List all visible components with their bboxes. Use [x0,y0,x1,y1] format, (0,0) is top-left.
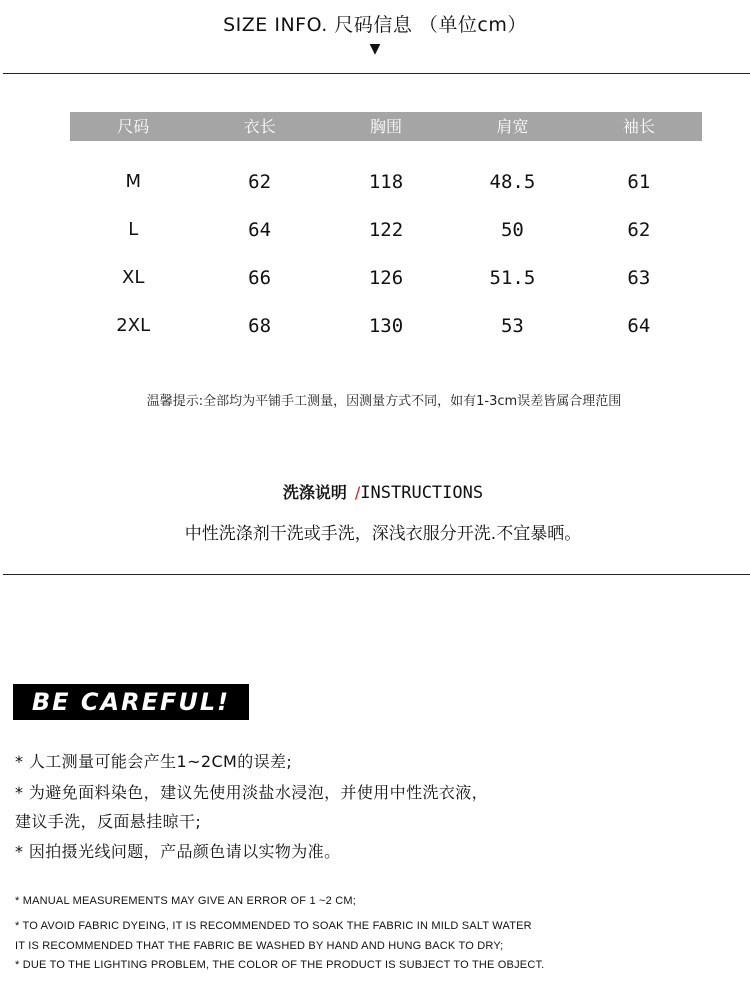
cell-shoulder: 51.5 [489,267,536,289]
header-length: 衣长 [243,117,276,136]
page-title: SIZE INFO. 尺码信息 （单位cm） [223,14,527,36]
cell-length: 64 [248,219,272,241]
cell-length: 62 [248,171,272,193]
header-size: 尺码 [117,117,150,136]
cell-sleeve: 62 [627,219,651,241]
note-en-1: * MANUAL MEASUREMENTS MAY GIVE AN ERROR OF 1 ~2 CM; [15,895,356,907]
cell-length: 68 [248,315,272,337]
cell-chest: 126 [368,267,404,289]
divider-top [3,73,750,74]
cell-chest: 122 [368,219,404,241]
header-shoulder: 肩宽 [496,117,529,136]
note-cn-2-cont: 建议手洗，反面悬挂晾干; [15,812,202,831]
down-arrow-icon: ▼ [369,41,381,57]
cell-shoulder: 48.5 [489,171,536,193]
cell-size: 2XL [116,315,151,336]
table-row [70,167,702,197]
cell-chest: 130 [368,315,404,337]
cell-sleeve: 61 [627,171,651,193]
note-cn-1: * 人工测量可能会产生1~2CM的误差; [15,752,293,771]
cell-sleeve: 63 [627,267,651,289]
table-row [70,311,702,341]
note-en-2-cont: IT IS RECOMMENDED THAT THE FABRIC BE WASHED BY HAND AND HUNG BACK TO DRY; [15,940,504,952]
note-cn-2: * 为避免面料染色，建议先使用淡盐水浸泡，并使用中性洗衣液， [15,783,489,802]
cell-sleeve: 64 [627,315,651,337]
table-row [70,263,702,293]
cell-chest: 118 [368,171,404,193]
cell-length: 66 [248,267,272,289]
size-table-header [70,112,702,141]
cell-size: XL [122,267,145,288]
cell-size: L [128,219,139,240]
note-en-2: * TO AVOID FABRIC DYEING, IT IS RECOMMENDED TO SOAK THE FABRIC IN MILD SALT WATER [15,920,532,932]
wash-description: 中性洗涤剂干洗或手洗，深浅衣服分开洗.不宜暴晒。 [184,524,582,544]
note-cn-3: * 因拍摄光线问题，产品颜色请以实物为准。 [15,842,341,861]
cell-shoulder: 50 [500,219,524,241]
wash-title-cn: 洗涤说明 [282,483,347,502]
wash-instructions-heading [0,480,750,503]
measurement-tip: 温馨提示:全部均为平铺手工测量，因测量方式不同，如有1-3cm误差皆属合理范围 [146,394,622,409]
slash-separator: / [354,483,361,502]
divider-bottom [3,574,750,575]
header-sleeve: 袖长 [622,117,655,136]
cell-shoulder: 53 [500,315,524,337]
cell-size: M [125,171,141,192]
be-careful-badge: BE CAREFUL! [13,684,249,720]
header-chest: 胸围 [370,117,403,136]
note-en-3: * DUE TO THE LIGHTING PROBLEM, THE COLOR OF THE PRODUCT IS SUBJECT TO THE OBJECT. [15,959,545,971]
table-row [70,215,702,245]
wash-title-en: INSTRUCTIONS [360,483,484,503]
